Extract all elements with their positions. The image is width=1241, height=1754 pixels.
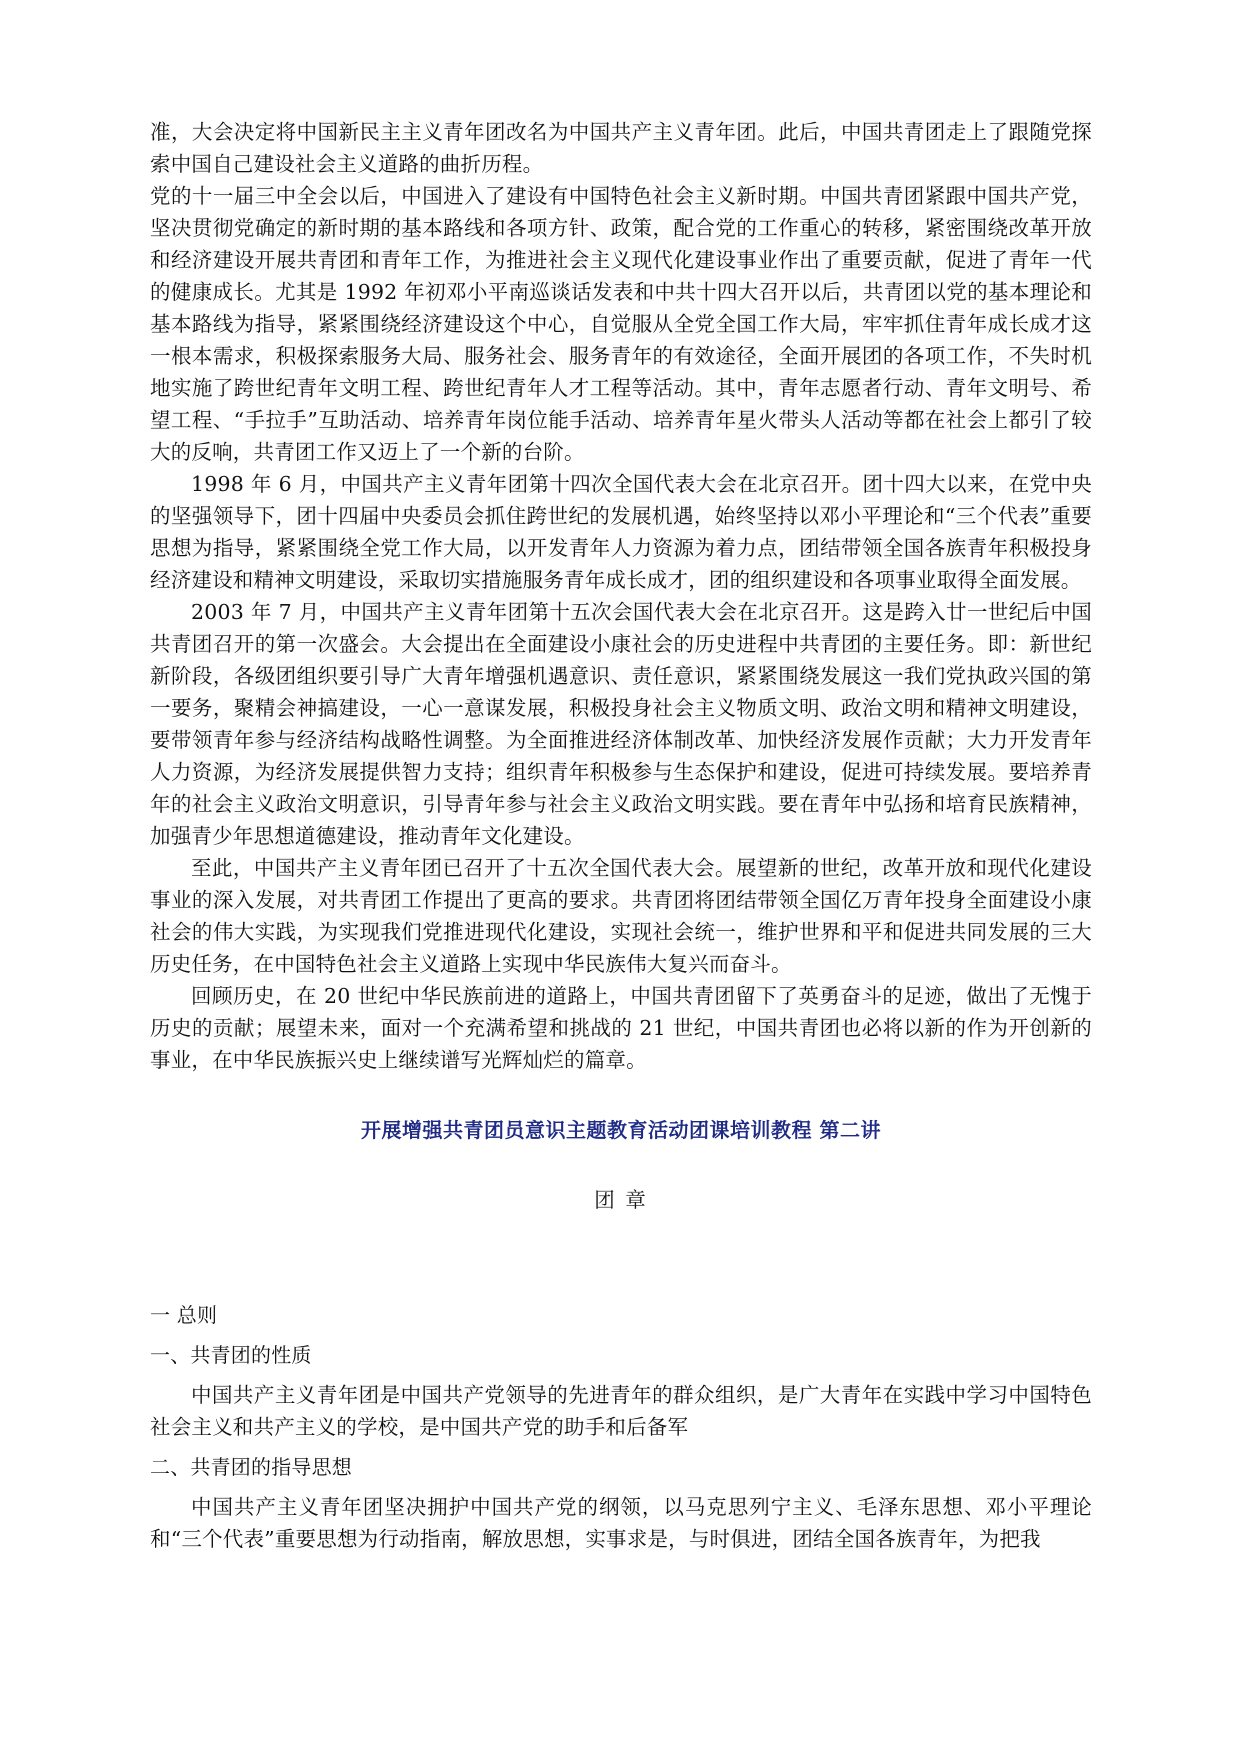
lecture-subtitle: 团 章 [594, 1188, 648, 1212]
section-1-text: 中国共产主义青年团是中国共产党领导的先进青年的群众组织，是广大青年在实践中学习中国特色社会主义和共产主义的学校，是中国共产党的助手和后备军 [150, 1383, 1092, 1439]
chapter-heading: 一 总则 [150, 1303, 218, 1327]
paragraph-4: 2003 年 7 月，中国共产主义青年团第十五次会国代表大会在北京召开。这是跨入廿一世纪后中国共青团召开的第一次盛会。大会提出在全面建设小康社会的历史进程中共青团的主要任务。即：新世纪新阶段，各级团组织要引导广大青年增强机遇意识、责任意识，紧紧围绕发展这一我们党执政兴国的第一要务，聚精会神搞建设，一心一意谋发展，积极投身社会主义物质文明、政治文明和精神文明建设，要带领青年参与经济结构战略性调整。为全面推进经济体制改革、加快经济发展作贡献；大力开发青年人力资源，为经济发展提供智力支持；组织青年积极参与生态保护和建设，促进可持续发展。要培养青年的社会主义政治文明意识，引导青年参与社会主义政治文明实践。要在青年中弘扬和培育民族精神，加强青少年思想道德建设，推动青年文化建设。 [150, 600, 1092, 848]
section-1-heading: 一、共青团的性质 [150, 1343, 312, 1367]
paragraph-5: 至此，中国共产主义青年团已召开了十五次全国代表大会。展望新的世纪，改革开放和现代化建设事业的深入发展，对共青团工作提出了更高的要求。共青团将团结带领全国亿万青年投身全面建设小康社会的伟大实践，为实现我们党推进现代化建设，实现社会统一，维护世界和平和促进共同发展的三大历史任务，在中国特色社会主义道路上实现中华民族伟大复兴而奋斗。 [150, 856, 1092, 976]
paragraph-2: 党的十一届三中全会以后，中国进入了建设有中国特色社会主义新时期。中国共青团紧跟中国共产党，坚决贯彻党确定的新时期的基本路线和各项方针、政策，配合党的工作重心的转移，紧密围绕改革开放和经济建设开展共青团和青年工作，为推进社会主义现代化建设事业作出了重要贡献，促进了青年一代的健康成长。尤其是 1992 年初邓小平南巡谈话发表和中共十四大召开以后，共青团以党的基本理论和基本路线为指导，紧紧围绕经济建设这个中心，自觉服从全党全国工作大局，牢牢抓住青年成长成才这一根本需求，积极探索服务大局、服务社会、服务青年的有效途径，全面开展团的各项工作，不失时机地实施了跨世纪青年文明工程、跨世纪青年人才工程等活动。其中，青年志愿者行动、青年文明号、希望工程、“手拉手”互助活动、培养青年岗位能手活动、培养青年星火带头人活动等都在社会上都引了较大的反响，共青团工作又迈上了一个新的台阶。 [150, 184, 1092, 464]
section-2-text: 中国共产主义青年团坚决拥护中国共产党的纲领，以马克思列宁主义、毛泽东思想、邓小平理论和“三个代表”重要思想为行动指南，解放思想，实事求是，与时俱进，团结全国各族青年，为把我 [150, 1495, 1092, 1551]
paragraph-6: 回顾历史，在 20 世纪中华民族前进的道路上，中国共青团留下了英勇奋斗的足迹，做出了无愧于历史的贡献；展望未来，面对一个充满希望和挑战的 21 世纪，中国共青团也必将以新的作为开创新的事业，在中华民族振兴史上继续谱写光辉灿烂的篇章。 [150, 984, 1092, 1072]
section-2-heading: 二、共青团的指导思想 [150, 1455, 352, 1479]
section-spacer [150, 1216, 1092, 1291]
document-page [150, 116, 1092, 1563]
paragraph-3: 1998 年 6 月，中国共产主义青年团第十四次全国代表大会在北京召开。团十四大以来，在党中央的坚强领导下，团十四届中央委员会抓住跨世纪的发展机遇，始终坚持以邓小平理论和“三个代表”重要思想为指导，紧紧围绕全党工作大局，以开发青年人力资源为着力点，团结带领全国各族青年积极投身经济建设和精神文明建设，采取切实措施服务青年成长成才，团的组织建设和各项事业取得全面发展。 [150, 472, 1092, 592]
lecture-title: 开展增强共青团员意识主题教育活动团课培训教程 第二讲 [361, 1118, 881, 1142]
paragraph-1: 准，大会决定将中国新民主主义青年团改名为中国共产主义青年团。此后，中国共青团走上了跟随党探索中国自己建设社会主义道路的曲折历程。 [150, 120, 1092, 176]
section-block [150, 1299, 1092, 1555]
